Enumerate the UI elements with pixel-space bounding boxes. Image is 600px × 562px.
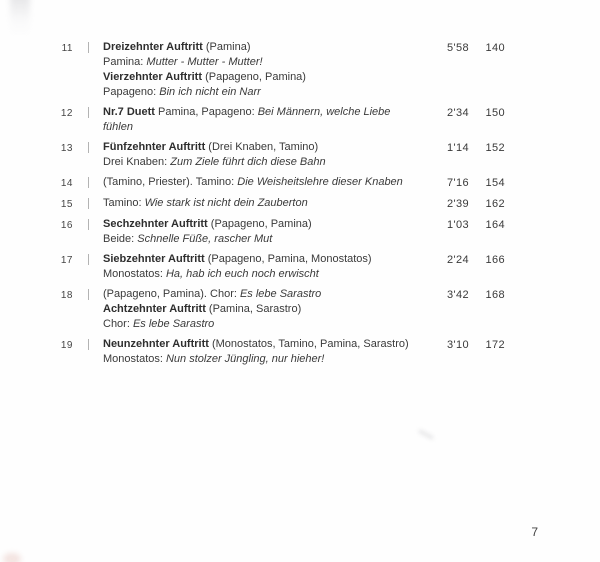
track-text-line bbox=[103, 287, 421, 302]
separator-bar-column bbox=[73, 252, 103, 265]
track-text bbox=[103, 175, 421, 190]
lyric-incipit: Bei Männern, welche Liebe fühlen bbox=[103, 106, 391, 133]
track-text-line bbox=[103, 196, 421, 211]
lyric-incipit: Bin ich nicht ein Narr bbox=[159, 86, 261, 98]
track-text bbox=[103, 287, 421, 332]
cast-text: (Tamino, Priester). Tamino: bbox=[103, 176, 238, 188]
track-duration: 1'14 bbox=[446, 141, 469, 154]
score-page-reference: 172 bbox=[485, 338, 505, 351]
page-number: 7 bbox=[531, 525, 538, 539]
track-duration: 5'58 bbox=[446, 41, 469, 54]
separator-bar-column bbox=[73, 217, 103, 230]
track-number: 17 bbox=[60, 255, 73, 266]
track-text bbox=[103, 140, 421, 170]
cast-text: (Pamina, Sarastro) bbox=[205, 303, 302, 315]
separator-bar-column bbox=[73, 140, 103, 153]
cast-text: Monostatos: bbox=[103, 268, 166, 280]
track-number: 12 bbox=[60, 108, 73, 119]
separator-bar-column bbox=[73, 287, 103, 300]
vertical-separator-bar bbox=[88, 219, 89, 230]
track-text-line bbox=[103, 155, 421, 170]
track-duration: 2'24 bbox=[446, 253, 469, 266]
cast-text: (Papageno, Pamina, Monostatos) bbox=[204, 253, 372, 265]
track-text-line bbox=[103, 252, 421, 267]
cast-text: Pamina, Papageno: bbox=[154, 106, 258, 118]
track-text bbox=[103, 337, 421, 367]
cast-text: Beide: bbox=[103, 233, 138, 245]
track-list bbox=[0, 40, 600, 372]
track-number: 15 bbox=[60, 199, 73, 210]
track-number: 14 bbox=[60, 178, 73, 189]
lyric-incipit: Die Weisheitslehre dieser Knaben bbox=[237, 176, 403, 188]
cast-text: Drei Knaben: bbox=[103, 156, 171, 168]
separator-bar-column bbox=[73, 40, 103, 53]
vertical-separator-bar bbox=[88, 42, 89, 53]
vertical-separator-bar bbox=[88, 177, 89, 188]
separator-bar-column bbox=[73, 337, 103, 350]
vertical-separator-bar bbox=[88, 198, 89, 209]
track-duration: 1'03 bbox=[446, 218, 469, 231]
scene-title: Achtzehnter Auftritt bbox=[103, 303, 206, 315]
vertical-separator-bar bbox=[88, 339, 89, 350]
lyric-incipit: Ha, hab ich euch noch erwischt bbox=[165, 268, 319, 280]
track-text bbox=[103, 40, 421, 100]
scan-smudge-top-left bbox=[10, 0, 30, 38]
lyric-incipit: Zum Ziele führt dich diese Bahn bbox=[170, 156, 326, 168]
lyric-incipit: Nun stolzer Jüngling, nur hieher! bbox=[165, 353, 325, 365]
track-row bbox=[57, 287, 505, 332]
track-number: 18 bbox=[60, 290, 73, 301]
track-text-line bbox=[103, 337, 421, 352]
cast-text: Tamino: bbox=[103, 197, 145, 209]
vertical-separator-bar bbox=[88, 107, 89, 118]
track-text bbox=[103, 105, 421, 135]
cast-text: Pamina: bbox=[103, 56, 147, 68]
track-text-line bbox=[103, 40, 421, 55]
track-row bbox=[57, 105, 505, 135]
cast-text: Monostatos: bbox=[103, 353, 166, 365]
scene-title: Siebzehnter Auftritt bbox=[103, 253, 205, 265]
track-text-line bbox=[103, 302, 421, 317]
scan-smudge-bottom-left bbox=[3, 553, 21, 562]
score-page-reference: 152 bbox=[485, 141, 505, 154]
separator-bar-column bbox=[73, 175, 103, 188]
cast-text: (Papageno, Pamina) bbox=[202, 71, 306, 83]
score-page-reference: 154 bbox=[485, 176, 505, 189]
vertical-separator-bar bbox=[88, 142, 89, 153]
cast-text: (Papageno, Pamina) bbox=[207, 218, 312, 230]
track-text-line bbox=[103, 70, 421, 85]
track-text-line bbox=[103, 232, 421, 247]
lyric-incipit: Es lebe Sarastro bbox=[132, 318, 215, 330]
track-row bbox=[57, 217, 505, 247]
track-number: 16 bbox=[60, 220, 73, 231]
track-duration: 7'16 bbox=[446, 176, 469, 189]
track-text bbox=[103, 252, 421, 282]
lyric-incipit: Schnelle Füße, rascher Mut bbox=[137, 233, 273, 245]
score-page-reference: 162 bbox=[485, 197, 505, 210]
track-text-line bbox=[103, 55, 421, 70]
scene-title: Fünfzehnter Auftritt bbox=[103, 141, 206, 153]
track-text-line bbox=[103, 317, 421, 332]
cast-text: (Monostatos, Tamino, Pamina, Sarastro) bbox=[208, 338, 409, 350]
lyric-incipit: Wie stark ist nicht dein Zauberton bbox=[144, 197, 308, 209]
track-number: 19 bbox=[60, 340, 73, 351]
track-row bbox=[57, 337, 505, 367]
track-row bbox=[57, 252, 505, 282]
track-row bbox=[57, 196, 505, 212]
score-page-reference: 168 bbox=[485, 288, 505, 301]
track-text-line bbox=[103, 267, 421, 282]
score-page-reference: 166 bbox=[485, 253, 505, 266]
track-duration: 3'10 bbox=[446, 338, 469, 351]
scan-smudge-middle bbox=[418, 429, 434, 439]
track-row bbox=[57, 40, 505, 100]
track-text-line bbox=[103, 352, 421, 367]
track-text-line bbox=[103, 85, 421, 100]
track-row bbox=[57, 175, 505, 191]
track-duration: 3'42 bbox=[446, 288, 469, 301]
score-page-reference: 140 bbox=[485, 41, 505, 54]
track-text-line bbox=[103, 217, 421, 232]
scene-title: Vierzehnter Auftritt bbox=[103, 71, 203, 83]
scene-title: Dreizehnter Auftritt bbox=[103, 41, 203, 53]
vertical-separator-bar bbox=[88, 254, 89, 265]
cast-text: Chor: bbox=[103, 318, 133, 330]
track-duration: 2'39 bbox=[446, 197, 469, 210]
track-text-line bbox=[103, 105, 421, 135]
lyric-incipit: Es lebe Sarastro bbox=[239, 288, 322, 300]
score-page-reference: 164 bbox=[485, 218, 505, 231]
cast-text: Papageno: bbox=[103, 86, 160, 98]
cast-text: (Drei Knaben, Tamino) bbox=[205, 141, 319, 153]
cast-text: (Papageno, Pamina). Chor: bbox=[103, 288, 240, 300]
lyric-incipit: Mutter - Mutter - Mutter! bbox=[146, 56, 263, 68]
track-number: 13 bbox=[60, 143, 73, 154]
track-duration: 2'34 bbox=[446, 106, 469, 119]
track-number: 11 bbox=[61, 43, 73, 54]
vertical-separator-bar bbox=[88, 289, 89, 300]
track-text-line bbox=[103, 175, 421, 190]
separator-bar-column bbox=[73, 196, 103, 209]
separator-bar-column bbox=[73, 105, 103, 118]
track-row bbox=[57, 140, 505, 170]
track-text-line bbox=[103, 140, 421, 155]
track-text bbox=[103, 196, 421, 211]
scene-title: Nr.7 Duett bbox=[103, 106, 155, 118]
scene-title: Neunzehnter Auftritt bbox=[103, 338, 209, 350]
track-text bbox=[103, 217, 421, 247]
scene-title: Sechzehnter Auftritt bbox=[103, 218, 208, 230]
cast-text: (Pamina) bbox=[202, 41, 251, 53]
score-page-reference: 150 bbox=[485, 106, 505, 119]
